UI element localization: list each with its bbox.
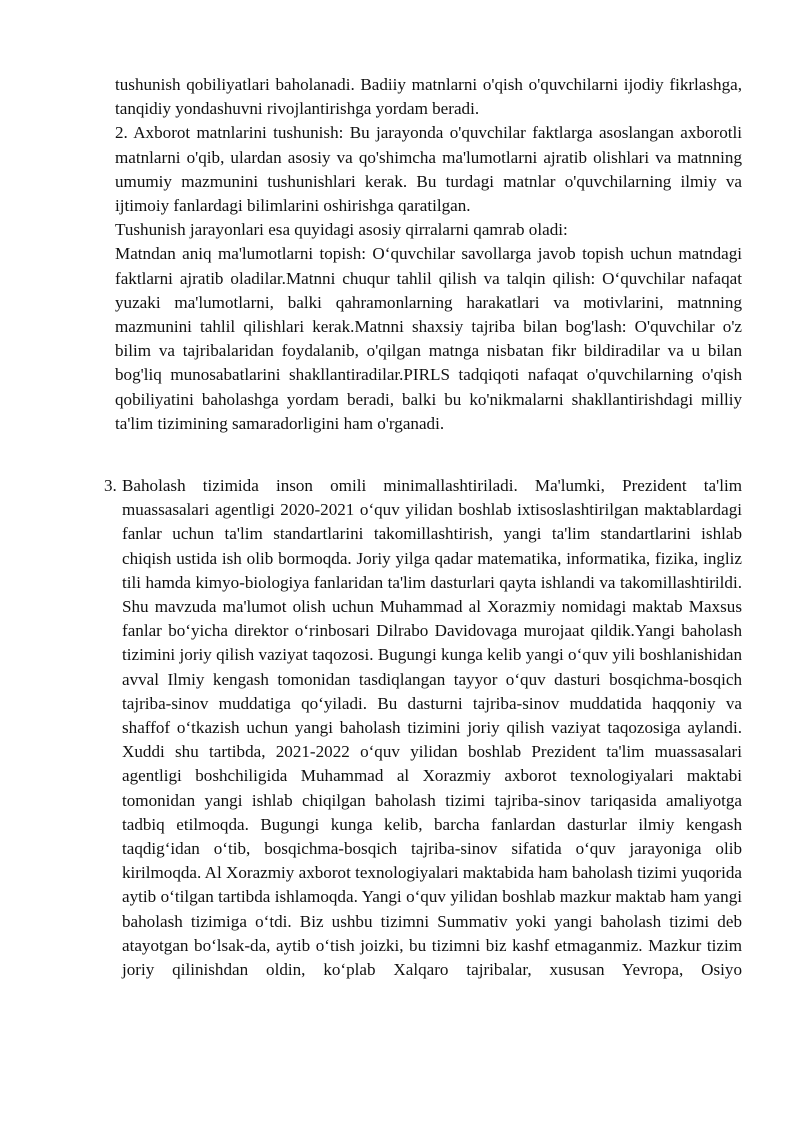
paragraph-informational-texts: 2. Axborot matnlarini tushunish: Bu jarayonda o'quvchilar faktlarga asoslangan axborotli matnlarni o'qib, ulardan asosiy va qo'shimcha ma'lumotlarni ajratib olishlari va matnning umumiy mazmunini tushunishlari kerak. Bu turdagi matnlar o'quvchilarning ilmiy va ijtimoiy fanlardagi bilimlarini oshirishga qaratilgan.	[115, 123, 742, 216]
numbered-list-item	[104, 474, 742, 982]
body-text	[115, 73, 742, 436]
paragraph-continued: tushunish qobiliyatlari baholanadi. Badiiy matnlarni o'qish o'quvchilarni ijodiy fikrlashga, tanqidiy yondashuvni rivojlantirishga yordam beradi.	[115, 75, 742, 119]
paragraph-comprehension-aspects: Matndan aniq ma'lumotlarni topish: O‘quvchilar savollarga javob topish uchun matndagi faktlarni ajratib oladilar.Matnni chuqur tahlil qilish va talqin qilish: O‘quvchilar nafaqat yuzaki ma'lumotlarni, balki qahramonlarning harakatlari va motivlarini, matnning mazmunini tahlil qilishlari kerak.Matnni shaxsiy tajriba bilan bog'lash: O'quvchilar o'z bilim va tajribalaridan foydalanib, o'qilgan matnga nisbatan fikr bildiradilar va u bilan bog'liq munosabatlarini shakllantiradilar.PIRLS tadqiqoti nafaqat o'quvchilarning o'qish qobiliyatini baholashga yordam beradi, balki bu ko'nikmalarni shakllantirishdagi milliy ta'lim tizimining samaradorligini ham o'rganadi.	[115, 244, 742, 433]
paragraph-comprehension-intro: Tushunish jarayonlari esa quyidagi asosiy qirralarni qamrab oladi:	[115, 220, 568, 240]
list-item-text: Baholash tizimida inson omili minimallashtiriladi. Ma'lumki, Prezident ta'lim muassasalari agentligi 2020-2021 o‘quv yilidan boshlab ixtisoslashtirilgan maktablardagi fanlar uchun ta'lim standartlarini takomillashtirish, yangi ta'lim standartlarini ishlab chiqish ustida ish olib bormoqda. Joriy yilga qadar matematika, informatika, fizika, ingliz tili hamda kimyo-biologiya fanlaridan ta'lim dasturlari qayta ishlandi va takomillashtirildi. Shu mavzuda ma'lumot olish uchun Muhammad al Xorazmiy nomidagi maktab Maxsus fanlar bo‘yicha direktor o‘rinbosari Dilrabo Davidovaga murojaat qildik.Yangi baholash tizimini joriy qilish vaziyat taqozosi. Bugungi kunga kelib yangi o‘quv yili boshlanishidan avval Ilmiy kengash tomonidan tasdiqlangan tayyor o‘quv dasturi bosqichma-bosqich tajriba-sinov muddatiga qo‘yiladi. Bu dasturni tajriba-sinov muddatida haqqoniy va shaffof o‘tkazish uchun yangi baholash tizimini joriy qilish vaziyat taqozosiga aylandi. Xuddi shu tartibda, 2021-2022 o‘quv yilidan boshlab Prezident ta'lim muassasalari agentligi boshchiligida Muhammad al Xorazmiy axborot texnologiyalari maktabi tomonidan yangi ishlab chiqilgan baholash tizimi tajriba-sinov tariqasida amaliyotga tadbiq etilmoqda. Bugungi kunga kelib, barcha fanlardan dasturlar ilmiy kengash taqdig‘idan o‘tib, bosqichma-bosqich tajriba-sinov sifatida o‘quv jarayoniga olib kirilmoqda. Al Xorazmiy axborot texnologiyalari maktabida ham baholash tizimi yuqorida aytib o‘tilgan tartibda ishlamoqda. Yangi o‘quv yilidan boshlab mazkur maktab ham yangi baholash tizimiga o‘tdi. Biz ushbu tizimni Summativ yoki yangi baholash tizimi deb atayotgan bo‘lsak-da, aytib o‘tish joizki, bu tizimni biz kashf etmaganmiz. Mazkur tizim joriy qilinishdan oldin, ko‘plab Xalqaro tajribalar, xususan Yevropa, Osiyo	[122, 476, 742, 980]
list-item-number: 3.	[104, 476, 117, 495]
